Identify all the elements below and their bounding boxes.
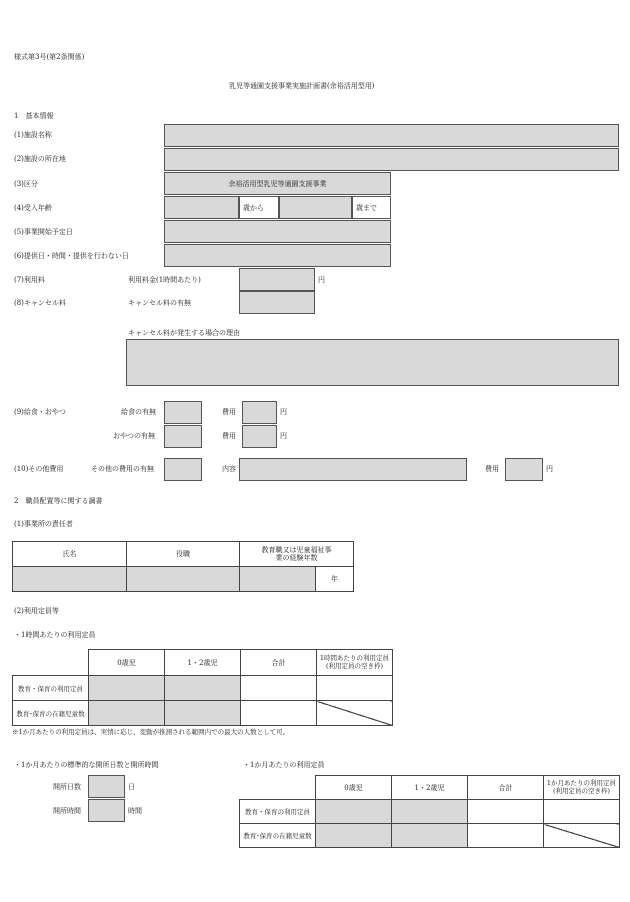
capacity-note: ※1か月あたりの利用定員は、実情に応じ、変動が推測される範囲内での最大の人数として可。 xyxy=(12,728,290,736)
category-value: 余裕活用型乳児等通園支援事業 xyxy=(228,179,327,188)
manager-col-experience: 教育職又は児童福祉事業の経験年数 xyxy=(240,542,354,567)
facility-name-field[interactable] xyxy=(164,124,619,147)
hourly-col-total: 合計 xyxy=(241,650,317,676)
contents-field[interactable] xyxy=(239,458,467,481)
hourly-enrolled-age12[interactable] xyxy=(165,701,241,726)
cancel-field[interactable] xyxy=(239,291,315,314)
monthly-col-total: 合計 xyxy=(468,776,544,800)
hourly-row-enrolled: 教育･保育の在籍児童数 xyxy=(13,701,89,726)
snack-cost-field[interactable] xyxy=(242,425,277,448)
hourly-heading: ・1時間あたりの利用定員 xyxy=(14,631,96,639)
cancel-sub-label: キャンセル料の有無 xyxy=(128,299,191,307)
category-field xyxy=(164,172,391,195)
cancel-reason-field[interactable] xyxy=(126,339,619,386)
monthly-col-age12: 1・2歳児 xyxy=(392,776,468,800)
cancel-reason-label: キャンセル料が発生する場合の理由 xyxy=(128,329,240,337)
open-days-field[interactable] xyxy=(88,775,125,798)
monthly-row-enrolled: 教育･保育の在籍児童数 xyxy=(240,824,316,848)
hourly-col-age0: 0歳児 xyxy=(89,650,165,676)
hourly-corner xyxy=(13,650,89,676)
years-unit: 年 xyxy=(316,567,354,592)
manager-experience-cell[interactable] xyxy=(240,567,316,592)
age-from-text: 歳から xyxy=(243,204,264,212)
hourly-capacity-available xyxy=(317,676,393,701)
meal-field[interactable] xyxy=(164,401,202,424)
monthly-row-capacity: 教育・保育の利用定員 xyxy=(240,800,316,824)
manager-col-position: 役職 xyxy=(127,542,240,567)
meal-cost-unit: 円 xyxy=(280,408,287,416)
hourly-enrolled-age0[interactable] xyxy=(89,701,165,726)
meal-label: (9)給食・おやつ xyxy=(14,408,66,416)
provision-days-field[interactable] xyxy=(164,244,391,267)
meal-sub-label: 給食の有無 xyxy=(121,408,156,416)
hourly-row-capacity: 教育・保育の利用定員 xyxy=(13,676,89,701)
hourly-capacity-age0[interactable] xyxy=(89,676,165,701)
other-cost-amount-field[interactable] xyxy=(505,458,543,481)
other-cost-label: (10)その他費用 xyxy=(14,465,64,473)
document-title: 乳児等通園支援事業実施計画書(余裕活用型用) xyxy=(229,82,375,90)
facility-name-label: (1)施設名称 xyxy=(14,131,52,139)
monthly-heading: ・1か月あたりの利用定員 xyxy=(243,761,325,769)
manager-name-cell[interactable] xyxy=(13,567,127,592)
hourly-enrolled-total xyxy=(241,701,317,726)
monthly-col-age0: 0歳児 xyxy=(316,776,392,800)
monthly-enrolled-total xyxy=(468,824,544,848)
monthly-enrolled-age12[interactable] xyxy=(392,824,468,848)
age-from-field[interactable] xyxy=(164,196,239,219)
monthly-corner xyxy=(240,776,316,800)
facility-address-label: (2)施設の所在地 xyxy=(14,155,66,163)
age-to-field[interactable] xyxy=(279,196,352,219)
monthly-enrolled-age0[interactable] xyxy=(316,824,392,848)
snack-sub-label: おやつの有無 xyxy=(113,432,155,440)
snack-cost-unit: 円 xyxy=(280,432,287,440)
age-from-cell xyxy=(239,196,279,219)
open-days-unit: 日 xyxy=(128,783,135,791)
fee-label: (7)利用料 xyxy=(14,276,45,284)
monthly-capacity-total xyxy=(468,800,544,824)
age-label: (4)受入年齢 xyxy=(14,204,52,212)
start-date-label: (5)事業開始予定日 xyxy=(14,228,73,236)
other-cost-sub-label: その他の費用の有無 xyxy=(91,465,154,473)
other-cost-unit: 円 xyxy=(546,465,553,473)
monthly-capacity-table xyxy=(239,775,620,848)
category-label: (3)区分 xyxy=(14,180,38,188)
facility-address-field[interactable] xyxy=(164,148,619,171)
other-cost-label-2: 費用 xyxy=(485,465,499,473)
hourly-col-capacity: 1時間あたりの利用定員(利用定員の空き枠) xyxy=(317,650,393,676)
manager-heading: (1)事業所の責任者 xyxy=(14,520,73,528)
hourly-capacity-table xyxy=(12,649,393,726)
monthly-col-capacity: 1か月あたりの利用定員(利用定員の空き枠) xyxy=(544,776,620,800)
form-number: 様式第3号(第2条関係) xyxy=(14,53,85,61)
open-hours-unit: 時間 xyxy=(128,807,142,815)
provision-days-label: (6)提供日・時間・提供を行わない日 xyxy=(14,252,129,260)
meal-cost-field[interactable] xyxy=(242,401,277,424)
other-cost-field[interactable] xyxy=(164,458,202,481)
meal-cost-label: 費用 xyxy=(222,408,236,416)
manager-position-cell[interactable] xyxy=(127,567,240,592)
monthly-capacity-available xyxy=(544,800,620,824)
cancel-label: (8)キャンセル料 xyxy=(14,299,66,307)
manager-table xyxy=(12,541,354,592)
fee-field[interactable] xyxy=(239,268,315,291)
hourly-capacity-age12[interactable] xyxy=(165,676,241,701)
age-to-cell xyxy=(352,196,391,219)
hourly-capacity-total xyxy=(241,676,317,701)
monthly-capacity-age0[interactable] xyxy=(316,800,392,824)
snack-cost-label: 費用 xyxy=(222,432,236,440)
fee-sub-label: 利用料金(1時間あたり) xyxy=(128,276,201,284)
snack-field[interactable] xyxy=(164,425,202,448)
section2-heading: 2 職員配置等に関する調書 xyxy=(14,497,103,505)
contents-label: 内容 xyxy=(222,465,236,473)
monthly-capacity-age12[interactable] xyxy=(392,800,468,824)
age-to-text: 歳まで xyxy=(356,204,377,212)
open-heading: ・1か月あたりの標準的な開所日数と開所時間 xyxy=(14,761,159,769)
hourly-col-age12: 1・2歳児 xyxy=(165,650,241,676)
start-date-field[interactable] xyxy=(164,220,391,243)
manager-col-name: 氏名 xyxy=(13,542,127,567)
hourly-enrolled-diagonal xyxy=(317,701,393,726)
monthly-enrolled-diagonal xyxy=(544,824,620,848)
section1-heading: 1 基本情報 xyxy=(14,112,54,120)
open-days-label: 開所日数 xyxy=(53,783,81,791)
open-hours-field[interactable] xyxy=(88,799,125,822)
open-hours-label: 開所時間 xyxy=(53,807,81,815)
fee-unit: 円 xyxy=(318,276,325,284)
capacity-heading: (2)利用定員等 xyxy=(14,607,59,615)
